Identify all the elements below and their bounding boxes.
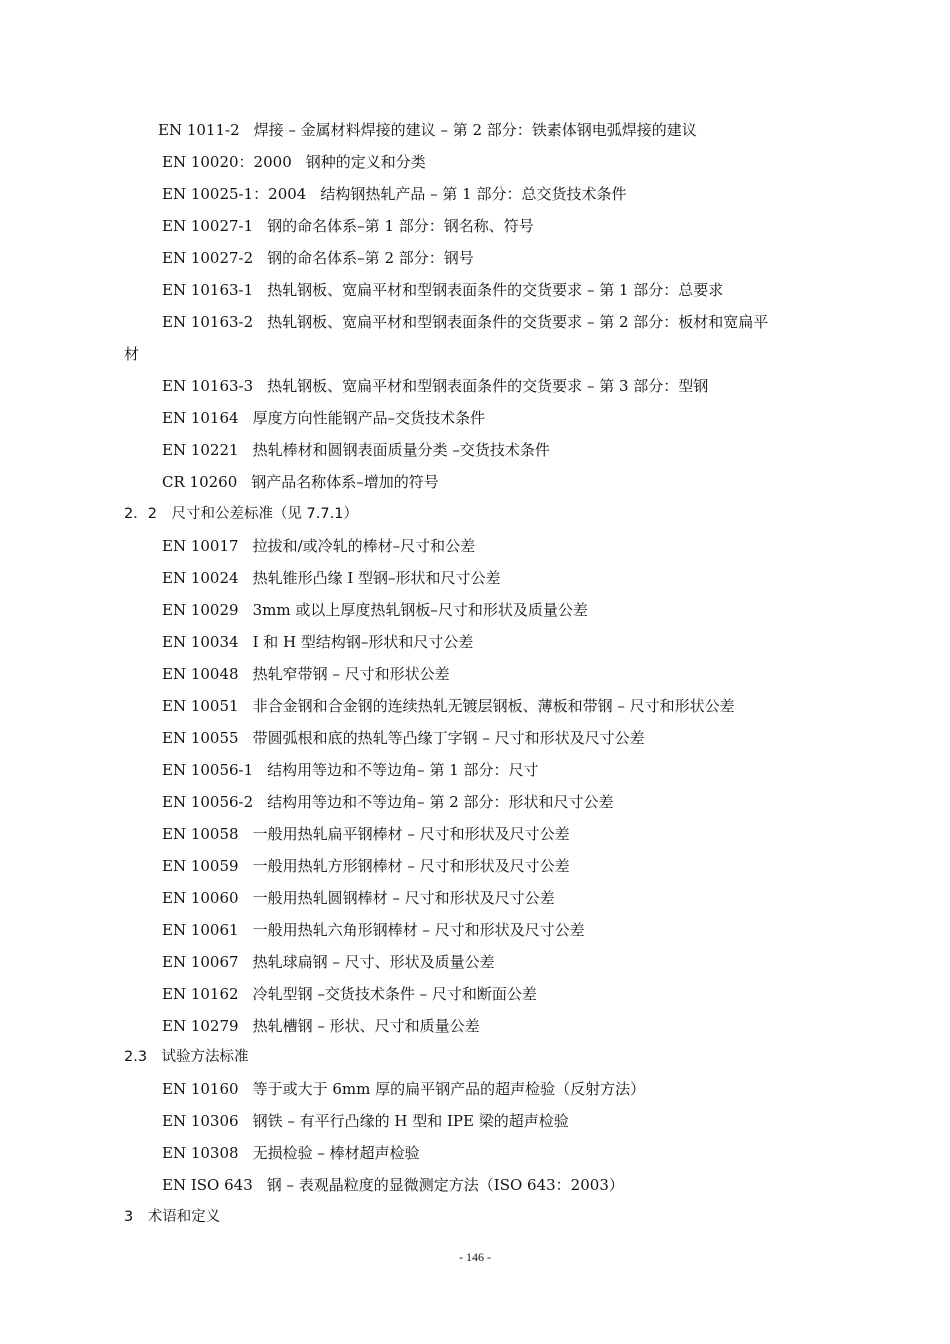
section-heading: 3 术语和定义: [124, 1209, 221, 1225]
standard-code: EN 10308: [162, 1144, 239, 1162]
standard-code: EN 10067: [162, 953, 239, 971]
standard-entry: [162, 1079, 645, 1099]
standard-entry: [162, 312, 768, 332]
standard-code: EN 10061: [162, 921, 239, 939]
standard-title: 一般用热轧方形钢棒材 – 尺寸和形状及尺寸公差: [252, 857, 570, 875]
page-number: - 146 -: [459, 1250, 491, 1264]
standard-title-continuation: 材: [124, 345, 140, 363]
standard-title: 3mm 或以上厚度热轧钢板–尺寸和形状及质量公差: [252, 601, 588, 619]
standard-entry: [162, 408, 485, 428]
standard-title: 钢铁 – 有平行凸缘的 H 型和 IPE 梁的超声检验: [252, 1112, 569, 1130]
standard-entry: [162, 1016, 480, 1036]
standard-entry: [158, 120, 697, 140]
standard-title: 带圆弧根和底的热轧等凸缘丁字钢 – 尺寸和形状及尺寸公差: [252, 729, 645, 747]
standard-title: 热轧钢板、宽扁平材和型钢表面条件的交货要求 – 第 1 部分：总要求: [267, 281, 724, 299]
standard-code: EN 1011-2: [158, 121, 240, 139]
standard-title: 热轧棒材和圆钢表面质量分类 –交货技术条件: [252, 441, 550, 459]
standard-code: EN 10055: [162, 729, 239, 747]
standard-entry: [162, 888, 555, 908]
standard-code: EN 10025-1：2004: [162, 185, 307, 203]
standard-title: 非合金钢和合金钢的连续热轧无镀层钢板、薄板和带钢 – 尺寸和形状公差: [252, 697, 735, 715]
standard-code: EN 10163-3: [162, 377, 254, 395]
standard-code: EN 10056-1: [162, 761, 254, 779]
standard-entry: [162, 568, 501, 588]
standard-code: EN 10163-2: [162, 313, 254, 331]
standard-code: EN 10027-1: [162, 217, 254, 235]
standard-entry: [162, 1175, 624, 1195]
standard-entry: [162, 984, 537, 1004]
standard-title: 焊接 – 金属材料焊接的建议 – 第 2 部分：铁素体钢电弧焊接的建议: [253, 121, 697, 139]
standard-title: 一般用热轧扁平钢棒材 – 尺寸和形状及尺寸公差: [252, 825, 570, 843]
standard-code: EN 10058: [162, 825, 239, 843]
standard-entry: [162, 920, 585, 940]
standard-code: EN 10306: [162, 1112, 239, 1130]
standard-code: EN 10017: [162, 537, 239, 555]
standard-entry: [162, 824, 570, 844]
standard-title: 无损检验 – 棒材超声检验: [252, 1144, 420, 1162]
standard-code: EN 10162: [162, 985, 239, 1003]
standard-title: 钢的命名体系–第 2 部分：钢号: [267, 249, 474, 267]
standard-code: EN 10221: [162, 441, 239, 459]
standard-entry: [162, 536, 475, 556]
standard-title: 热轧锥形凸缘 I 型钢–形状和尺寸公差: [252, 569, 501, 587]
standard-title: 钢 – 表观晶粒度的显微测定方法（ISO 643：2003）: [266, 1176, 624, 1194]
standard-entry: [162, 376, 708, 396]
standard-entry: [162, 248, 474, 268]
standard-entry: [162, 856, 570, 876]
standard-code: EN 10051: [162, 697, 239, 715]
standard-entry: [162, 632, 473, 652]
standard-title: 钢种的定义和分类: [305, 153, 426, 171]
standard-entry: [162, 696, 735, 716]
standard-code: EN 10059: [162, 857, 239, 875]
standard-code: EN 10160: [162, 1080, 239, 1098]
standard-title: 结构用等边和不等边角– 第 2 部分：形状和尺寸公差: [267, 793, 614, 811]
standard-entry: [162, 280, 723, 300]
standard-code: EN 10163-1: [162, 281, 254, 299]
standard-entry: [162, 728, 645, 748]
standard-entry: [162, 792, 614, 812]
standard-entry: [162, 1111, 569, 1131]
standard-code: EN 10020：2000: [162, 153, 292, 171]
standard-entry: [162, 1143, 420, 1163]
section-heading: 2.3 试验方法标准: [124, 1049, 249, 1065]
standard-entry: [162, 216, 534, 236]
section-heading: 2．2 尺寸和公差标准（见 7.7.1）: [124, 506, 358, 522]
standard-title: 拉拔和/或冷轧的棒材–尺寸和公差: [252, 537, 476, 555]
standard-entry: [162, 152, 426, 172]
standard-entry: [162, 472, 439, 492]
standard-code: EN 10048: [162, 665, 239, 683]
standard-title: 热轧钢板、宽扁平材和型钢表面条件的交货要求 – 第 3 部分：型钢: [267, 377, 709, 395]
standard-title: 钢产品名称体系–增加的符号: [251, 473, 439, 491]
standard-code: EN 10034: [162, 633, 239, 651]
standard-entry: [162, 600, 588, 620]
standard-code: EN 10056-2: [162, 793, 254, 811]
standard-entry: [162, 952, 495, 972]
standard-title: 一般用热轧六角形钢棒材 – 尺寸和形状及尺寸公差: [252, 921, 585, 939]
standard-title: 厚度方向性能钢产品–交货技术条件: [252, 409, 486, 427]
standard-title: 热轧球扁钢 – 尺寸、形状及质量公差: [252, 953, 495, 971]
standard-title: 热轧窄带钢 – 尺寸和形状公差: [252, 665, 450, 683]
standard-code: EN 10279: [162, 1017, 239, 1035]
standard-title: 冷轧型钢 –交货技术条件 – 尺寸和断面公差: [252, 985, 537, 1003]
standard-code: CR 10260: [162, 473, 238, 491]
standard-title: 结构用等边和不等边角– 第 1 部分：尺寸: [267, 761, 539, 779]
standard-code: EN ISO 643: [162, 1176, 253, 1194]
standard-code: EN 10029: [162, 601, 239, 619]
standard-entry: [162, 760, 539, 780]
standard-title: 热轧钢板、宽扁平材和型钢表面条件的交货要求 – 第 2 部分：板材和宽扁平: [267, 313, 769, 331]
standard-title: 一般用热轧圆钢棒材 – 尺寸和形状及尺寸公差: [252, 889, 555, 907]
standard-title: 结构钢热轧产品 – 第 1 部分：总交货技术条件: [320, 185, 627, 203]
standard-code: EN 10027-2: [162, 249, 254, 267]
standard-entry: [162, 440, 550, 460]
standard-code: EN 10060: [162, 889, 239, 907]
standard-title: 钢的命名体系–第 1 部分：钢名称、符号: [267, 217, 534, 235]
standard-code: EN 10024: [162, 569, 239, 587]
standard-entry: [162, 664, 450, 684]
standard-title: 热轧槽钢 – 形状、尺寸和质量公差: [252, 1017, 480, 1035]
standard-entry: [162, 184, 626, 204]
standard-code: EN 10164: [162, 409, 239, 427]
standard-title: 等于或大于 6mm 厚的扁平钢产品的超声检验（反射方法）: [252, 1080, 646, 1098]
standard-title: I 和 H 型结构钢–形状和尺寸公差: [252, 633, 474, 651]
